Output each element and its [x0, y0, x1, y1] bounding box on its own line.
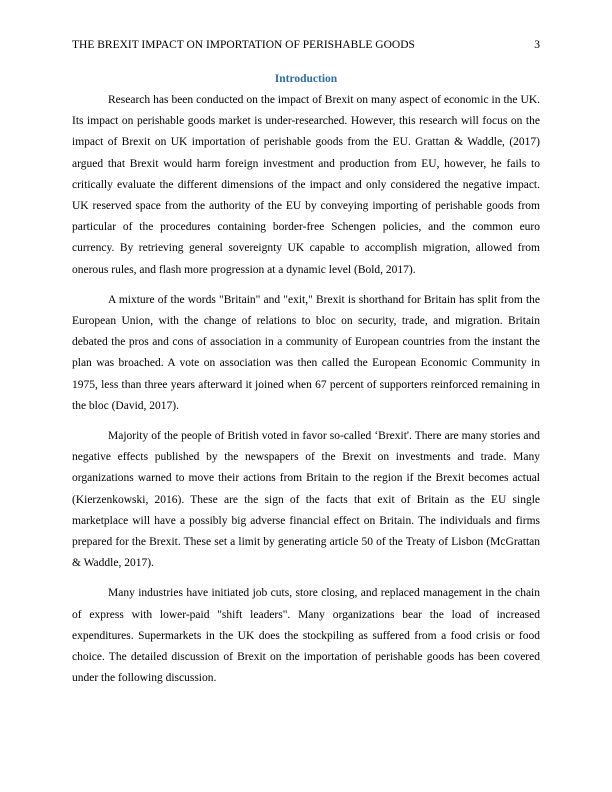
running-title: THE BREXIT IMPACT ON IMPORTATION OF PERISHABLE GOODS — [72, 39, 415, 51]
paragraph-1: Research has been conducted on the impact of Brexit on many aspect of economic in the UK. Its impact on perishable goods market is under-researched. However, this research will focus on the impact of Brexit on UK importation of perishable goods from the EU. Grattan & Waddle, (2017) argued that Brexit would harm foreign investment and production from EU, however, he fails to critically evaluate the different dimensions of the impact and only considered the negative impact. UK reserved space from the authority of the EU by conveying importing of perishable goods from particular of the procedures containing border-free Schengen policies, and the common euro currency. By retrieving general sovereignty UK capable to accomplish migration, allowed from onerous rules, and flash more progression at a dynamic level (Bold, 2017). — [72, 94, 540, 276]
body-text — [72, 90, 540, 698]
paragraph-3: Majority of the people of British voted in favor so-called ‘Brexit'. There are many stories and negative effects published by the newspapers of the Brexit on investments and trade. Many organizations warned to move their actions from Britain to the region if the Brexit becomes actual (Kierzenkowski, 2016). These are the sign of the facts that exit of Britain as the EU single marketplace will have a possibly big adverse financial effect on Britain. The individuals and firms prepared for the Brexit. These set a limit by generating article 50 of the Treaty of Lisbon (McGrattan & Waddle, 2017). — [72, 430, 540, 570]
page-number: 3 — [534, 39, 540, 51]
running-header — [72, 37, 540, 53]
section-heading: Introduction — [274, 73, 338, 85]
paragraph-4: Many industries have initiated job cuts, store closing, and replaced management in the chain of express with lower-paid "shift leaders". Many organizations bear the load of increased expenditures. Supermarkets in the UK does the stockpiling as suffered from a food crisis or food choice. The detailed discussion of Brexit on the importation of perishable goods has been covered under the following discussion. — [72, 587, 540, 685]
paragraph-2: A mixture of the words "Britain" and "exit," Brexit is shorthand for Britain has split from the European Union, with the change of relations to bloc on security, trade, and migration. Britain debated the pros and cons of association in a community of European countries from the instant the plan was broached. A vote on association was then called the European Economic Community in 1975, less than three years afterward it joined when 67 percent of supporters reinforced remaining in the bloc (David, 2017). — [72, 293, 540, 412]
